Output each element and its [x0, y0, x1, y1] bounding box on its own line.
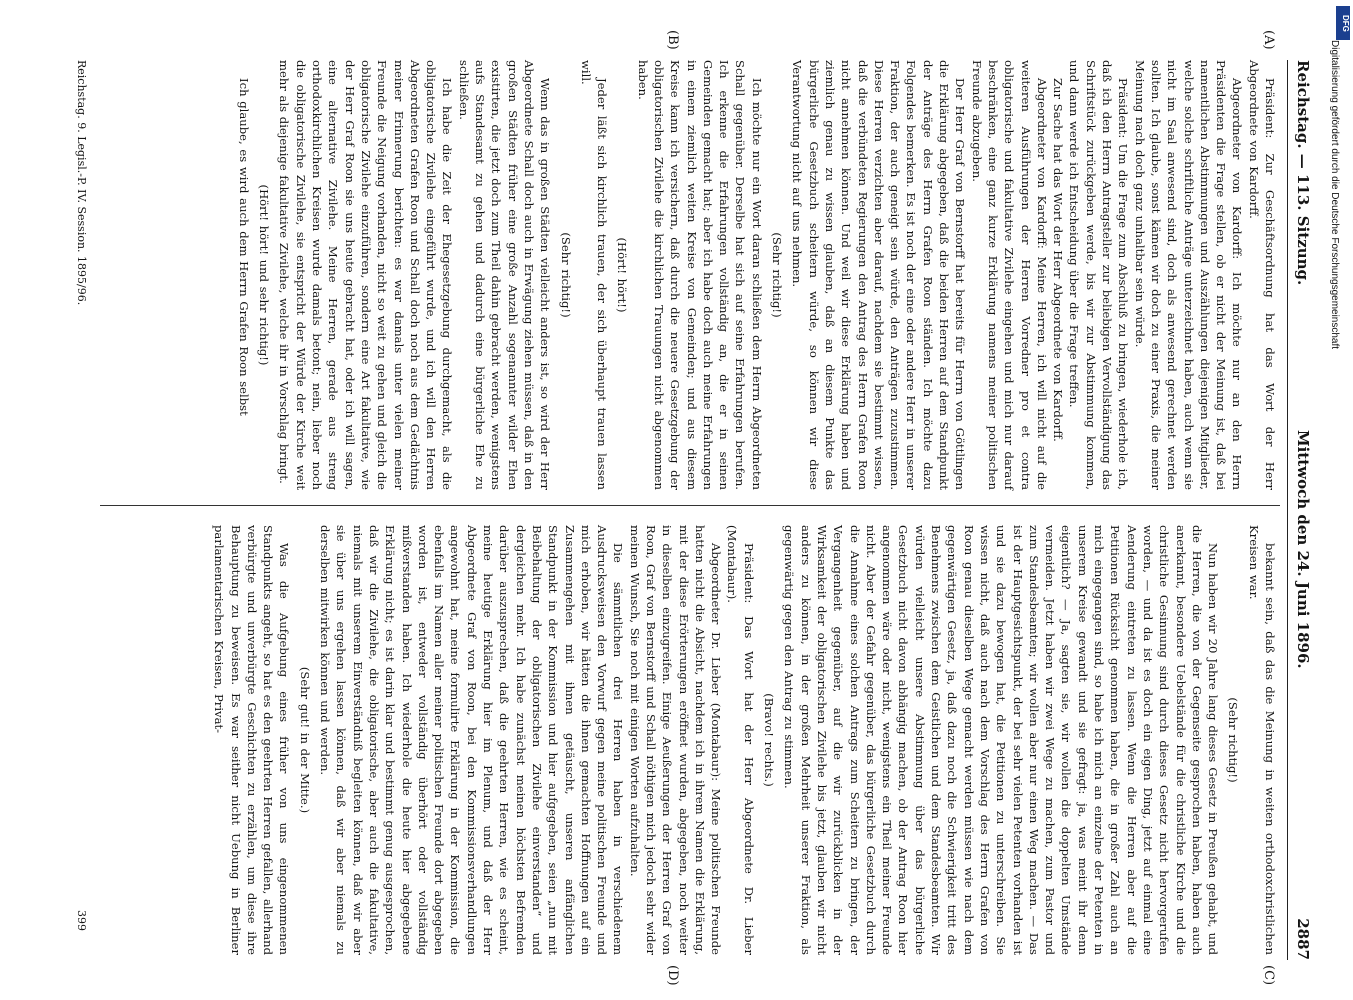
- paragraph: Die sämmtlichen drei Herren haben in verschiedenem Ausdrucksweisen den Vorwurf gegen meine politischen Freunde und mich erhoben, wir hätten die ihnen gemachten Hoffnungen auf ein Zusammengehen mit ihnen getäuscht, unseren anfänglichen Standpunkt in der Kommission und hier aufgegeben, seien „nun mit Beibehaltung der obligatorischen Zivilehe einverstanden“ und dergleichen mehr. Ich habe zunächst meinen höchsten Befremden darüber auszusprechen, daß die geehrten Herren, wie es scheint, meine heutige Erklärung hier im Plenum, und daß der Herr Abgeordnete Graf von Roon, bei den Kommissionsverhandlungen angewohnt hat, meine formulirte Erklärung in der Kommission, die ebenfalls im Namen aller meiner politischen Freunde dort abgegeben worden ist, entweder vollständig überhört oder vollständig mißverstanden haben. Ich wiederhole die heute hier abgegebene Erklärung nicht; es ist darin klar und bestimmt genug ausgesprochen, daß wir die Zivilehe, die obligatorische, aber auch die fakultative, niemals mit unserem Einverständniß begleiten können, daß wir aber sie über uns ergehen lassen können, daß wir aber niemals zu derselben mitwirken können und werden.: [318, 525, 626, 955]
- paragraph: Abgeordneter von Kardorff: Meine Herren, ich will nicht auf die weiteren Ausführungen der Herren Vorredner pro et contra obligatorische und fakultative Zivilehe eingehen und mich nur darauf beschränken, eine ganz kurze Erklärung namens meiner politischen Freunde abzugeben.: [969, 60, 1049, 490]
- paragraph: Jeder läßt sich kirchlich trauen, der sich überhaupt trauen lassen will.: [578, 60, 610, 490]
- marker-d: (D): [665, 965, 680, 986]
- paragraph: (Sehr richtig!): [1226, 697, 1241, 783]
- paragraph: Zur Sache hat das Wort der Herr Abgeordnete von Kardorff.: [1051, 78, 1066, 442]
- paragraph: Präsident: Das Wort hat der Herr Abgeordnete Dr. Lieber (Montabaur).: [725, 525, 756, 955]
- footer-sheet-number: 399: [75, 910, 88, 931]
- paragraph: (Hört! hört! und sehr richtig!): [257, 184, 272, 366]
- paragraph: Der Herr Graf von Bernstorff hat bereits für Herrn von Göttlingen die Erklärung abgegeben, daß die beiden Herren auf dem Standpunkt der Anträge des Herrn Grafen Roon ständen. Ich möchte dazu Folgendes bemerken. Es ist noch der eine oder andere Herr in unserer Fraktion, der auch geneigt sein würde, den Anträgen zuzustimmen. Diese Herren verzichten aber darauf, nachdem sie bestimmt wissen, daß die verbündeten Regierungen den Antrag des Herrn Grafen Roon nicht annehmen können. Und weil wir diese Erklärung haben und ziemlich genau zu wissen glauben, daß an diesem Punkte das bürgerliche Gesetzbuch scheitern würde, so können wir diese Verantwortung nicht auf uns nehmen.: [790, 60, 968, 490]
- digitization-credit: Digitalisierung gefördert durch die Deutsche Forschungsgemeinschaft: [1329, 40, 1340, 350]
- marker-b: (B): [665, 30, 680, 50]
- page-header: [1284, 30, 1312, 980]
- paragraph: Was die Aufgebung eines früher von uns eingenommenen Standpunkts angeht, so hat es den geehrten Herren gefallen, allerhand verbürgte und unverbürgte Geschichten zu erzählen, um diese ihre Behauptung zu beweisen. Es war seither nicht Uebung in Berliner parlamentarischen Kreisen, Privat-: [212, 525, 292, 955]
- paragraph: Abgeordneter Dr. Lieber (Montabaur): Meine politischen Freunde hatten nicht die Absicht, nachdem ich in ihrem Namen die Erklärung, mit der diese Erörterungen eröffnet wurden, abgegeben, noch weiter in dieselben einzugreifen. Einige Aeußerungen der Herren Graf von Roon, Graf von Bernstorff und Schall nöthigen mich jedoch sehr wider meinen Wunsch, Sie noch mit einigen Worten aufzuhalten.: [627, 525, 724, 955]
- paragraph: (Sehr gut! in der Mitte.): [297, 666, 312, 814]
- paragraph: Abgeordneter von Kardorff: Ich möchte nur an den Herrn Präsidenten die Frage stellen, ob er nicht der Meinung ist, daß bei namentlichen Abstimmungen und Auszählungen diejenigen Mitglieder, welche solche schriftliche Anträge unterzeichnet haben, auch wenn sie nicht im Saal anwesend sind, doch als anwesend gerechnet werden sollten. Ich glaube, sonst kämen wir doch zu einer Praxis, die meiner Meinung nach doch ganz unhaltbar sein würde.: [1132, 60, 1245, 490]
- marker-c: (C): [1261, 965, 1276, 986]
- paragraph: Präsident: Um die Frage zum Abschluß zu bringen, wiederhole ich, daß ich den Herrn Antragsteller zur beliebigen Vervollständigung das Schriftstück zurückgeben werde, bis wir zur Abstimmung kommen, und dann werde ich Entscheidung über die Frage treffen.: [1067, 60, 1131, 490]
- header-left: Reichstag. — 113. Sitzung.: [1294, 60, 1312, 286]
- header-rule: [1287, 60, 1288, 960]
- footer-session: Reichstag. 9. Legisl.-P. IV. Session. 1895/96.: [75, 60, 88, 306]
- rotated-page: [60, 30, 1320, 986]
- paragraph: (Hört! hört!): [615, 237, 630, 313]
- right-column: [211, 525, 1278, 955]
- dfg-logo: DFG: [1336, 6, 1350, 40]
- paragraph: (Sehr richtig!): [558, 232, 573, 318]
- paragraph: bekannt sein, daß das die Meinung in weiten orthodoxchristlichen Kreisen war.: [1246, 525, 1277, 955]
- header-date: Mittwoch den 24. Juni 1896.: [1294, 430, 1312, 669]
- paragraph: Ich glaube, es wird auch dem Herrn Grafen Roon selbst: [236, 78, 251, 416]
- paragraph: (Sehr richtig!): [770, 232, 785, 318]
- paragraph: Nun haben wir 20 Jahre lang dieses Gesetz in Preußen gehabt, und die Herren, die von der Gegenseite gesprochen haben, haben auch anerkannt, besondere Uebelstände für die christliche Kirche und die christliche Gesinnung sind durch dieses Gesetz nicht hervorgerufen worden, — und da ist es doch ein eigen Ding, jetzt auf einmal eine Aenderung eintreten zu lassen. Wenn die Herren aber auf die Petitionen Rücksicht genommen haben, die in großer Zahl auch an mich eingegangen sind, so habe ich mich an einzelne der Petenten in unserem Kreise gewandt und sie gefragt: ja, was meint ihr denn eigentlich? — Ja, sagten sie, wir wollen die doppelten Umstände vermeiden. Jetzt haben wir zwei Wege zu machen, zum Pastor und zum Standesbeamten; wir wollen aber nur einen Weg machen. — Das ist der Hauptgesichtspunkt, der bei sehr vielen Petenten vorhanden ist und sie dazu bewogen hat, die Petitionen zu unterschreiben. Sie wissen nicht, daß auch nach dem Vorschlag des Herrn Grafen von Roon genau dieselben Wege gemacht werden müssen wie nach dem gegenwärtigen Gesetz, ja, daß dazu noch die Schwierigkeit tritt des Benehmens zwischen dem Geistlichen und dem Standesbeamten. Wir würden vielleicht unsere Abstimmung über das bürgerliche Gesetzbuch nicht davon abhängig machen, ob der Antrag Roon hier angenommen wäre oder nicht, wenigstens ein Theil meiner Freunde nicht. Aber der Gefahr gegenüber, das bürgerliche Gesetzbuch durch die Annahme eines solchen Antrags zum Scheitern zu bringen, der Vergangenheit gegenüber, auf die wir zurückblicken in der Wirksamkeit der obligatorischen Zivilehe bis jetzt, glauben wir nicht anders zu können, in der großen Mehrheit unserer Fraktion, als gegenwärtig gegen den Antrag zu stimmen.: [782, 525, 1221, 955]
- paragraph: (Bravo! rechts.): [762, 693, 777, 787]
- marker-a: (A): [1261, 30, 1276, 50]
- paragraph: Wenn das in großen Städten vielleicht anders ist, so wird der Herr Abgeordnete Schall doch auch in Erwägung ziehen müssen, daß in den großen Städten früher eine große Anzahl sogenannter wilder Ehen existirten, die jetzt doch zum Theil dahin gebracht werden, wenigstens aufs Standesamt zu gehen und dadurch eine bürgerliche Ehe zu schließen.: [456, 60, 553, 490]
- paragraph: Ich habe die Zeit der Ehegesetzgebung durchgemacht, als die obligatorische Zivilehe eingeführt wurde, und ich will den Herren Abgeordneten Grafen Roon und Schall doch noch aus dem Gedächtnis meiner Erinnerung berichten: es war damals unter vielen meiner Freunde die Neigung vorhanden, nicht so weit zu gehen und gleich die obligatorische Zivilehe einzuführen, sondern eine Art fakultative, wie der Herr Graf Roon sie uns heute gebracht hat, oder ich will sagen, eine alternative Zivilehe. Meine Herren, gerade aus streng orthodoxkirchlichen Kreisen wurde damals betont; nein, lieber noch die obligatorische Zivilehe, sie entspricht der Würde der Kirche weit mehr als diejenige fakultative Zivilehe, welche ihr in Vorschlag bringt.: [277, 60, 455, 490]
- header-page-number: 2887: [1294, 918, 1312, 960]
- left-column: [236, 60, 1278, 490]
- paragraph: Präsident: Zur Geschäftsordnung hat das Wort der Herr Abgeordnete von Kardorff.: [1246, 60, 1277, 490]
- column-separator: [100, 505, 1280, 506]
- paragraph: Ich möchte nur ein Wort daran schließen dem Herrn Abgeordneten Schall gegenüber. Derselbe hat sich auf seine Erfahrungen berufen. Ich erkenne die Erfahrungen vollständig an, die er in seinen Gemeinden gemacht hat; aber ich habe doch auch meine Erfahrungen in einem ziemlich weiten Kreise von Gemeinden; und aus diesem Kreise kann ich versichern, daß durch die neuere Gesetzgebung der obligatorischen Zivilehe die kirchlichen Trauungen nicht abgenommen haben.: [635, 60, 764, 490]
